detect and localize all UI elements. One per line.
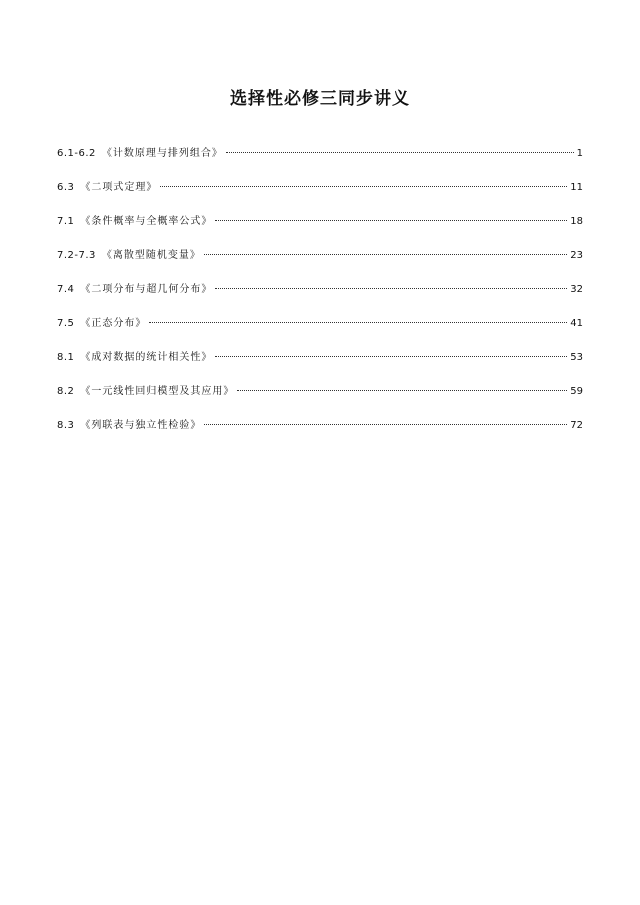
toc-entry-page: 32 bbox=[570, 284, 583, 295]
toc-entry-7-2-7-3[interactable] bbox=[57, 246, 583, 280]
toc-entry-number: 7.2-7.3 bbox=[57, 250, 96, 261]
toc-dot-leader bbox=[215, 220, 567, 221]
toc-dot-leader bbox=[215, 288, 567, 289]
toc-entry-number: 8.2 bbox=[57, 386, 75, 397]
toc-dot-leader bbox=[237, 390, 567, 391]
toc-entry-title: 《计数原理与排列组合》 bbox=[101, 148, 223, 159]
toc-dot-leader bbox=[204, 254, 567, 255]
toc-entry-number: 6.1-6.2 bbox=[57, 148, 96, 159]
toc-entry-title: 《一元线性回归模型及其应用》 bbox=[80, 386, 235, 397]
toc-entry-number: 8.3 bbox=[57, 420, 75, 431]
toc-dot-leader bbox=[160, 186, 567, 187]
toc-entry-page: 23 bbox=[570, 250, 583, 261]
toc-entry-page: 18 bbox=[570, 216, 583, 227]
toc-dot-leader bbox=[226, 152, 574, 153]
toc-entry-number: 7.4 bbox=[57, 284, 75, 295]
toc-entry-page: 72 bbox=[570, 420, 583, 431]
toc-entry-page: 1 bbox=[576, 148, 583, 159]
toc-dot-leader bbox=[149, 322, 567, 323]
table-of-contents bbox=[57, 144, 583, 450]
toc-entry-7-5[interactable] bbox=[57, 314, 583, 348]
toc-entry-title: 《二项分布与超几何分布》 bbox=[80, 284, 213, 295]
page-title: 选择性必修三同步讲义 bbox=[230, 89, 410, 109]
toc-entry-number: 8.1 bbox=[57, 352, 75, 363]
toc-dot-leader bbox=[215, 356, 567, 357]
toc-entry-title: 《离散型随机变量》 bbox=[101, 250, 201, 261]
toc-entry-page: 41 bbox=[570, 318, 583, 329]
toc-entry-title: 《二项式定理》 bbox=[80, 182, 158, 193]
toc-entry-number: 7.1 bbox=[57, 216, 75, 227]
toc-entry-title: 《列联表与独立性检验》 bbox=[80, 420, 202, 431]
toc-entry-6-3[interactable] bbox=[57, 178, 583, 212]
toc-entry-number: 7.5 bbox=[57, 318, 75, 329]
toc-entry-7-1[interactable] bbox=[57, 212, 583, 246]
toc-entry-title: 《正态分布》 bbox=[80, 318, 147, 329]
toc-dot-leader bbox=[204, 424, 567, 425]
toc-entry-7-4[interactable] bbox=[57, 280, 583, 314]
toc-entry-8-2[interactable] bbox=[57, 382, 583, 416]
toc-entry-page: 59 bbox=[570, 386, 583, 397]
toc-entry-8-1[interactable] bbox=[57, 348, 583, 382]
toc-entry-8-3[interactable] bbox=[57, 416, 583, 450]
toc-entry-page: 11 bbox=[570, 182, 583, 193]
toc-entry-page: 53 bbox=[570, 352, 583, 363]
toc-entry-6-1-6-2[interactable] bbox=[57, 144, 583, 178]
toc-entry-number: 6.3 bbox=[57, 182, 75, 193]
toc-entry-title: 《条件概率与全概率公式》 bbox=[80, 216, 213, 227]
toc-entry-title: 《成对数据的统计相关性》 bbox=[80, 352, 213, 363]
